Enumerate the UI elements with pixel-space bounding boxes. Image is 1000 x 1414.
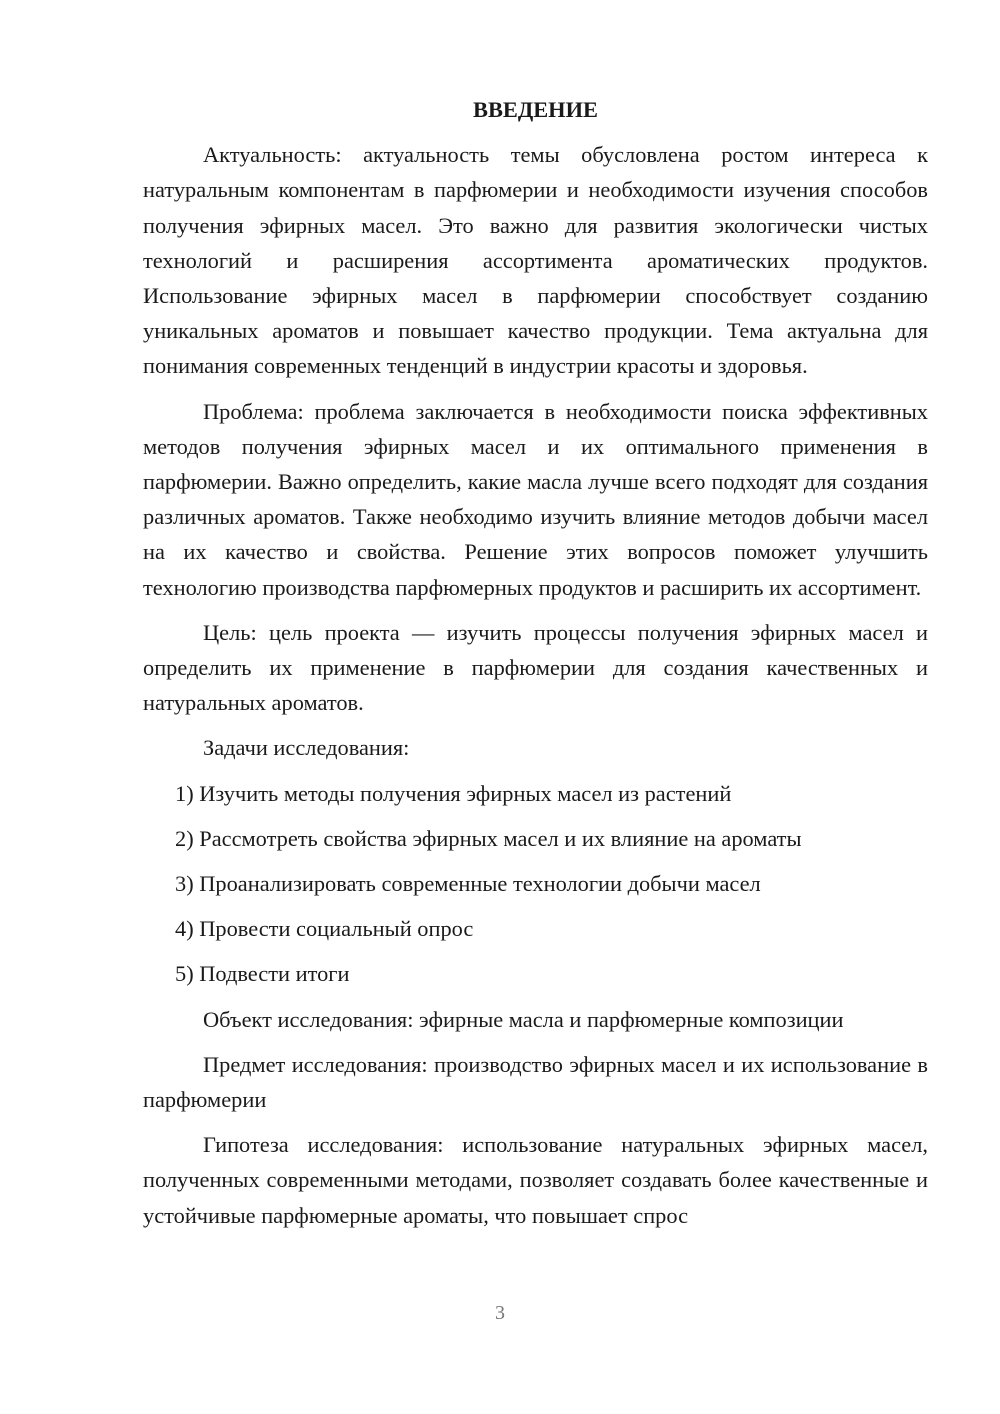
- document-page: [143, 92, 928, 1243]
- task-item: 5) Подвести итоги: [175, 961, 350, 987]
- task-item: 1) Изучить методы получения эфирных масел из растений: [175, 780, 732, 806]
- task-item: 2) Рассмотреть свойства эфирных масел и их влияние на ароматы: [175, 825, 802, 851]
- tasks-heading: Задачи исследования:: [203, 735, 410, 761]
- page-number: 3: [495, 1302, 505, 1324]
- object-paragraph: Объект исследования: эфирные масла и парфюмерные композиции: [203, 1006, 844, 1032]
- problem-paragraph: Проблема: проблема заключается в необходимости поиска эффективных методов получения эфирных масел и их оптимального применения в парфюмерии. Важно определить, какие масла лучше всего подходят для создания различных ароматов. Также необходимо изучить влияние методов добычи масел на их качество и свойства. Решение этих вопросов поможет улучшить технологию производства парфюмерных продуктов и расширить их ассортимент.: [143, 398, 928, 600]
- relevance-paragraph: Актуальность: актуальность темы обусловлена ростом интереса к натуральным компонентам в парфюмерии и необходимости изучения способов получения эфирных масел. Это важно для развития экологически чистых технологий и расширения ассортимента ароматических продуктов. Использование эфирных масел в парфюмерии способствует созданию уникальных ароматов и повышает качество продукции. Тема актуальна для понимания современных тенденций в индустрии красоты и здоровья.: [143, 142, 928, 379]
- goal-paragraph: Цель: цель проекта — изучить процессы получения эфирных масел и определить их применение в парфюмерии для создания качественных и натуральных ароматов.: [143, 619, 928, 716]
- page-title: ВВЕДЕНИЕ: [473, 97, 598, 122]
- hypothesis-paragraph: Гипотеза исследования: использование натуральных эфирных масел, полученных современными методами, позволяет создавать более качественные и устойчивые парфюмерные ароматы, что повышает спрос: [143, 1132, 928, 1228]
- tasks-list: [143, 776, 928, 992]
- task-item: 4) Провести социальный опрос: [175, 916, 474, 942]
- task-item: 3) Проанализировать современные технологии добычи масел: [175, 871, 761, 897]
- subject-paragraph: Предмет исследования: производство эфирных масел и их использование в парфюмерии: [143, 1051, 928, 1113]
